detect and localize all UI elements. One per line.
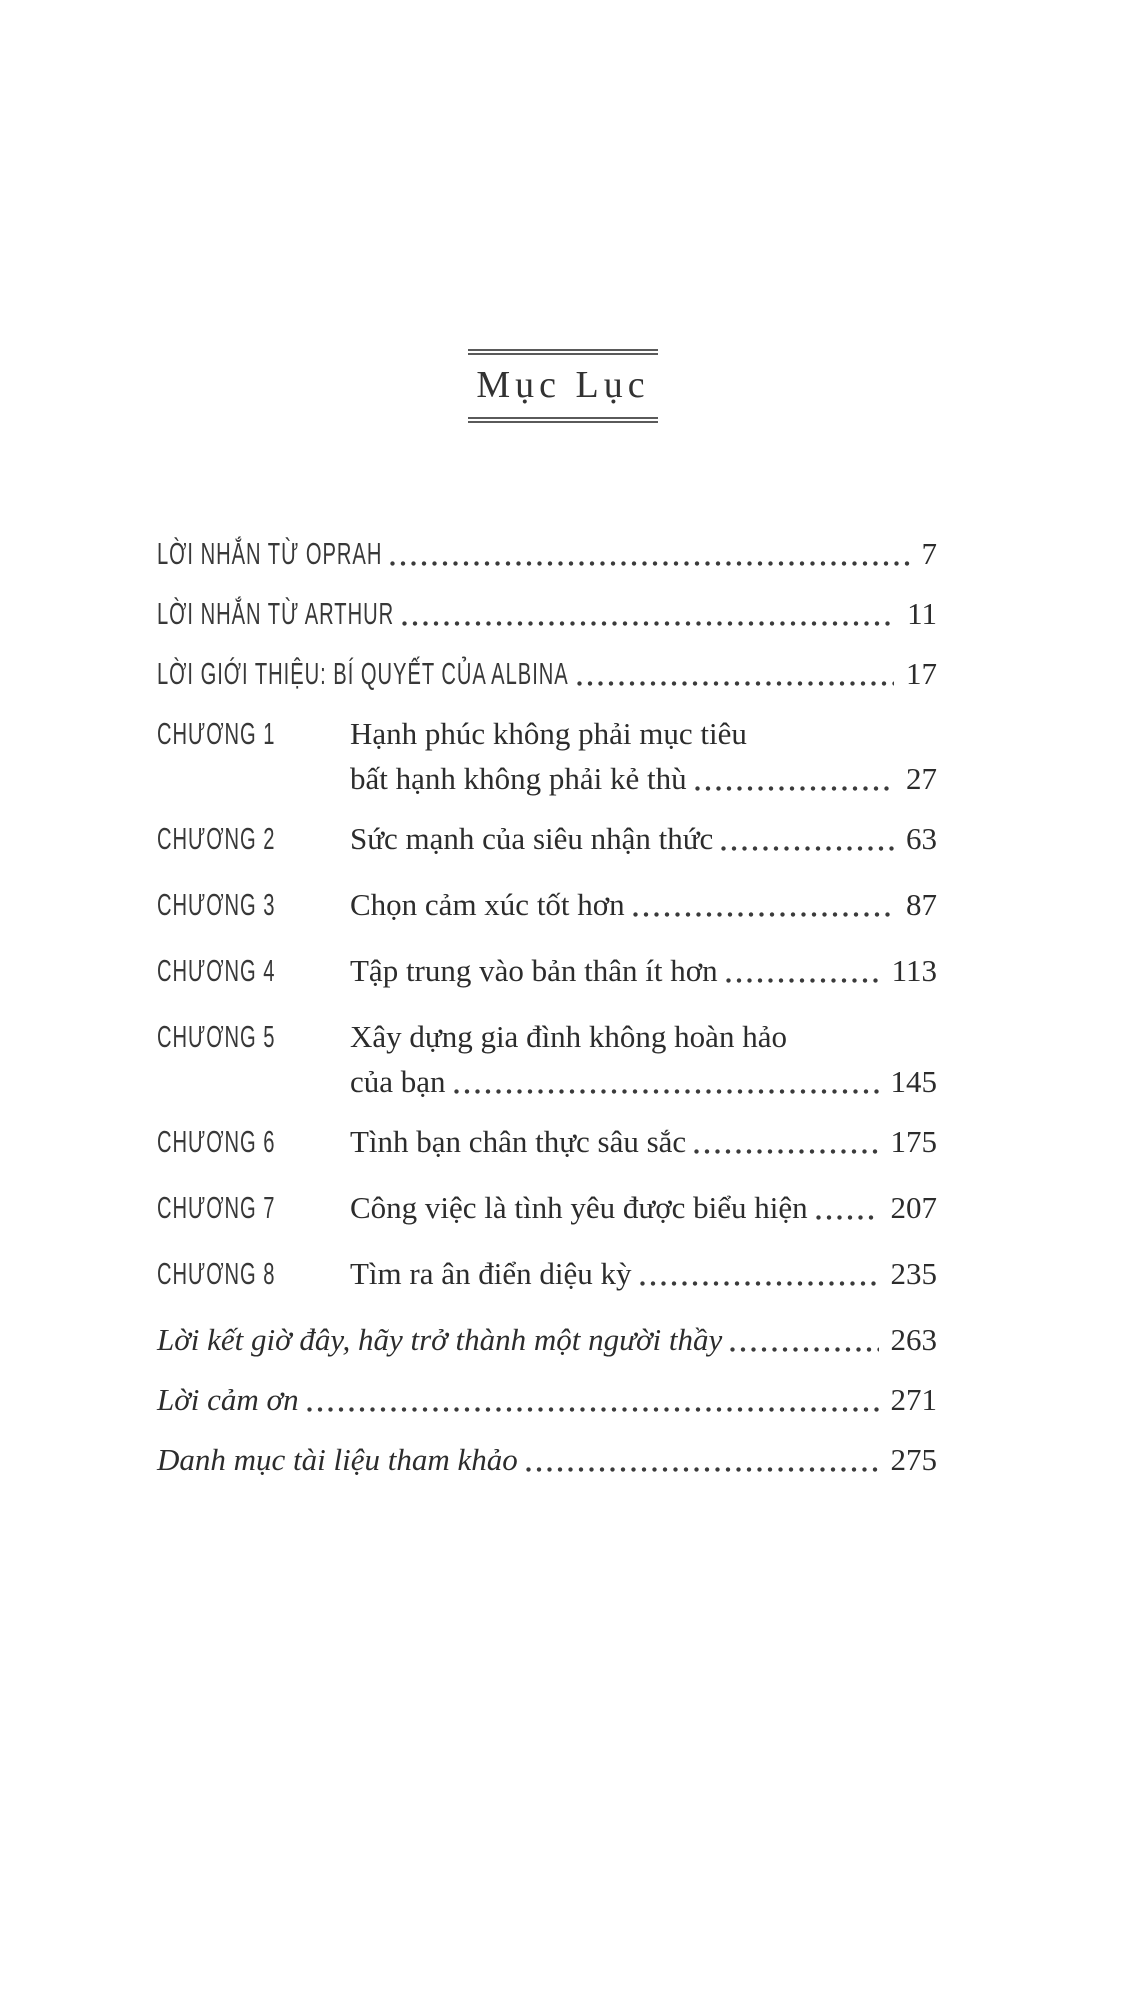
toc-entry-page: 235 xyxy=(890,1256,937,1291)
chapter-title-text: bất hạnh không phải kẻ thù xyxy=(350,761,687,796)
toc-entry-page: 7 xyxy=(921,536,937,571)
chapter-label xyxy=(157,1251,350,1302)
toc-entry-line xyxy=(350,1185,937,1230)
chapter-label-text: CHƯƠNG 4 xyxy=(157,953,276,988)
dot-leader xyxy=(695,786,894,791)
toc-entry-label: LỜI NHẮN TỪ ARTHUR xyxy=(157,596,395,631)
toc-entry-page: 113 xyxy=(891,953,937,988)
chapter-label xyxy=(157,1119,350,1170)
chapter-title-text: Tìm ra ân điển diệu kỳ xyxy=(350,1256,632,1291)
toc-entry-label: Lời kết giờ đây, hãy trở thành một người thầy xyxy=(157,1322,723,1357)
toc-entry-page: 263 xyxy=(890,1322,937,1357)
dot-leader xyxy=(526,1467,879,1472)
chapter-title-text: Xây dựng gia đình không hoàn hảo xyxy=(350,1019,787,1054)
toc-list xyxy=(157,531,937,1482)
chapter-label-text: CHƯƠNG 2 xyxy=(157,821,276,856)
toc-entry-line xyxy=(350,816,937,861)
toc-entry xyxy=(157,1251,937,1302)
toc-entry-page: 11 xyxy=(907,596,937,631)
dot-leader xyxy=(307,1407,879,1412)
toc-entry xyxy=(157,1317,937,1362)
toc-entry-page: 17 xyxy=(906,656,937,691)
toc-entry xyxy=(157,882,937,933)
chapter-body xyxy=(350,948,937,993)
chapter-label-text: CHƯƠNG 6 xyxy=(157,1124,276,1159)
toc-entry xyxy=(157,711,937,801)
toc-entry-line xyxy=(157,1317,937,1362)
toc-entry xyxy=(157,948,937,999)
chapter-label xyxy=(157,948,350,999)
toc-entry xyxy=(157,531,937,576)
chapter-title-text: Tập trung vào bản thân ít hơn xyxy=(350,953,718,988)
toc-entry-line xyxy=(350,756,937,801)
chapter-label xyxy=(157,1014,350,1065)
chapter-body xyxy=(350,1119,937,1164)
toc-entry-label: Lời cảm ơn xyxy=(157,1382,299,1417)
chapter-label-text: CHƯƠNG 8 xyxy=(157,1256,276,1291)
toc-entry-line xyxy=(350,948,937,993)
chapter-label xyxy=(157,882,350,933)
toc-entry-page: 27 xyxy=(906,761,937,796)
dot-leader xyxy=(721,846,894,851)
title-rule-bottom xyxy=(468,417,658,423)
toc-entry-page: 271 xyxy=(890,1382,937,1417)
page-title: Mục Lục xyxy=(476,364,650,406)
chapter-label-text: CHƯƠNG 3 xyxy=(157,887,276,922)
toc-entry-page: 87 xyxy=(906,887,937,922)
toc-entry-line xyxy=(350,1251,937,1296)
chapter-title-text: Sức mạnh của siêu nhận thức xyxy=(350,821,714,856)
toc-entry xyxy=(157,1119,937,1170)
chapter-body xyxy=(350,882,937,927)
toc-entry-page: 63 xyxy=(906,821,937,856)
toc-entry-label: Danh mục tài liệu tham khảo xyxy=(157,1442,518,1477)
chapter-body xyxy=(350,1014,937,1104)
dot-leader xyxy=(726,978,880,983)
chapter-title-text: Công việc là tình yêu được biểu hiện xyxy=(350,1190,808,1225)
toc-entry-line xyxy=(157,1377,937,1422)
toc-entry xyxy=(157,1185,937,1236)
toc-entry-line xyxy=(157,651,937,696)
chapter-title-text: Chọn cảm xúc tốt hơn xyxy=(350,887,625,922)
dot-leader xyxy=(640,1281,879,1286)
toc-entry-line xyxy=(350,1059,937,1104)
toc-entry xyxy=(157,1014,937,1104)
dot-leader xyxy=(402,621,895,626)
dot-leader xyxy=(816,1215,879,1220)
toc-entry-label: LỜI GIỚI THIỆU: BÍ QUYẾT CỦA ALBINA xyxy=(157,656,569,691)
chapter-label xyxy=(157,711,350,762)
book-toc-page xyxy=(0,349,1126,2011)
toc-entry xyxy=(157,591,937,636)
dot-leader xyxy=(694,1149,878,1154)
chapter-title-text: Hạnh phúc không phải mục tiêu xyxy=(350,716,747,751)
toc-title-block xyxy=(468,349,658,423)
toc-entry xyxy=(157,1377,937,1422)
toc-entry xyxy=(157,816,937,867)
chapter-body xyxy=(350,1185,937,1230)
dot-leader xyxy=(390,561,909,566)
chapter-title-line xyxy=(350,1014,937,1059)
chapter-body xyxy=(350,816,937,861)
toc-entry-page: 175 xyxy=(890,1124,937,1159)
toc-entry-line xyxy=(157,531,937,576)
chapter-title-text: của bạn xyxy=(350,1064,446,1099)
toc-entry-line xyxy=(350,1119,937,1164)
dot-leader xyxy=(633,912,894,917)
toc-entry-page: 275 xyxy=(890,1442,937,1477)
toc-entry-page: 145 xyxy=(890,1064,937,1099)
chapter-label xyxy=(157,816,350,867)
toc-entry-line xyxy=(157,1437,937,1482)
dot-leader xyxy=(730,1347,878,1352)
toc-entry-line xyxy=(157,591,937,636)
chapter-label xyxy=(157,1185,350,1236)
dot-leader xyxy=(577,681,894,686)
chapter-label-text: CHƯƠNG 5 xyxy=(157,1019,276,1054)
chapter-title-line xyxy=(350,711,937,756)
chapter-label-text: CHƯƠNG 7 xyxy=(157,1190,276,1225)
toc-entry-line xyxy=(350,882,937,927)
toc-entry-label: LỜI NHẮN TỪ OPRAH xyxy=(157,536,383,571)
dot-leader xyxy=(454,1089,879,1094)
chapter-body xyxy=(350,711,937,801)
toc-entry xyxy=(157,1437,937,1482)
toc-entry xyxy=(157,651,937,696)
chapter-body xyxy=(350,1251,937,1296)
toc-entry-page: 207 xyxy=(890,1190,937,1225)
chapter-label-text: CHƯƠNG 1 xyxy=(157,716,276,751)
chapter-title-text: Tình bạn chân thực sâu sắc xyxy=(350,1124,687,1159)
